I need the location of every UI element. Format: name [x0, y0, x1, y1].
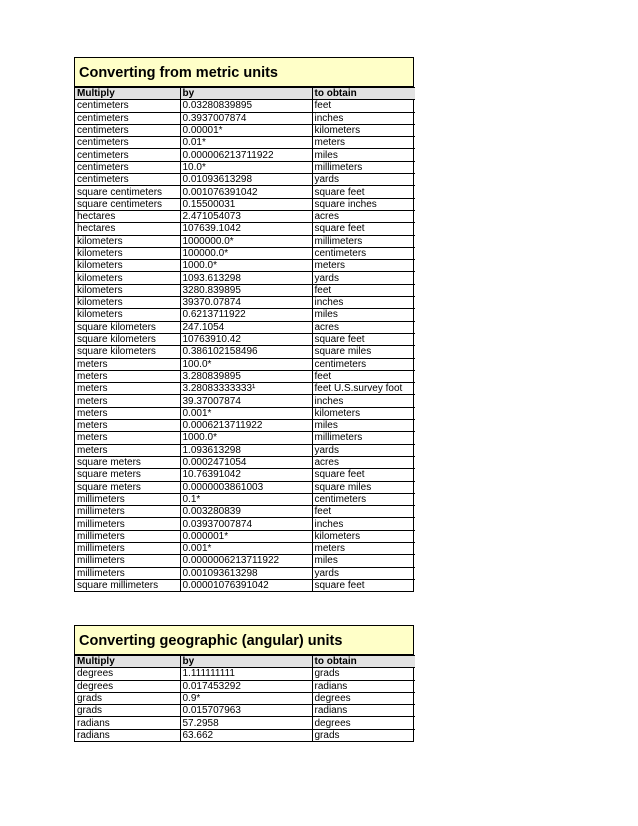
cell-to-obtain: degrees: [312, 717, 415, 729]
table-row: [75, 235, 415, 247]
table-row: [75, 692, 415, 704]
cell-multiply: radians: [75, 729, 180, 741]
cell-to-obtain: miles: [312, 149, 415, 161]
table-row: [75, 506, 415, 518]
cell-to-obtain: millimeters: [312, 161, 415, 173]
cell-multiply: meters: [75, 407, 180, 419]
cell-to-obtain: inches: [312, 518, 415, 530]
cell-to-obtain: radians: [312, 705, 415, 717]
table-row: [75, 383, 415, 395]
cell-to-obtain: radians: [312, 680, 415, 692]
cell-to-obtain: kilometers: [312, 530, 415, 542]
cell-to-obtain: acres: [312, 321, 415, 333]
cell-by: 0.003280839: [180, 506, 312, 518]
table-row: [75, 420, 415, 432]
table-row: [75, 717, 415, 729]
cell-multiply: square kilometers: [75, 346, 180, 358]
cell-by: 0.1*: [180, 493, 312, 505]
cell-to-obtain: square inches: [312, 198, 415, 210]
header-to-obtain: to obtain: [312, 88, 415, 100]
cell-by: 0.386102158496: [180, 346, 312, 358]
cell-multiply: millimeters: [75, 542, 180, 554]
cell-multiply: centimeters: [75, 124, 180, 136]
cell-by: 1.111111111: [180, 668, 312, 680]
cell-multiply: millimeters: [75, 555, 180, 567]
table-row: [75, 161, 415, 173]
cell-multiply: meters: [75, 420, 180, 432]
cell-to-obtain: centimeters: [312, 247, 415, 259]
cell-to-obtain: millimeters: [312, 432, 415, 444]
cell-by: 0.0000006213711922: [180, 555, 312, 567]
cell-to-obtain: yards: [312, 444, 415, 456]
table-row: [75, 530, 415, 542]
table-row: [75, 407, 415, 419]
cell-to-obtain: grads: [312, 668, 415, 680]
cell-multiply: square meters: [75, 469, 180, 481]
cell-by: 10.76391042: [180, 469, 312, 481]
cell-to-obtain: feet: [312, 370, 415, 382]
cell-to-obtain: square miles: [312, 481, 415, 493]
cell-by: 0.001*: [180, 542, 312, 554]
cell-to-obtain: feet: [312, 506, 415, 518]
cell-by: 0.9*: [180, 692, 312, 704]
table-row: [75, 112, 415, 124]
cell-by: 100.0*: [180, 358, 312, 370]
cell-to-obtain: feet: [312, 284, 415, 296]
cell-by: 0.0006213711922: [180, 420, 312, 432]
cell-to-obtain: millimeters: [312, 235, 415, 247]
table-row: [75, 124, 415, 136]
table-row: [75, 198, 415, 210]
cell-multiply: square kilometers: [75, 333, 180, 345]
table-row: [75, 567, 415, 579]
cell-to-obtain: square feet: [312, 223, 415, 235]
angular-units-table-block: [74, 625, 414, 742]
table-row: [75, 444, 415, 456]
cell-by: 0.01093613298: [180, 174, 312, 186]
cell-by: 107639.1042: [180, 223, 312, 235]
cell-multiply: hectares: [75, 210, 180, 222]
cell-by: 0.017453292: [180, 680, 312, 692]
cell-to-obtain: miles: [312, 420, 415, 432]
cell-multiply: square centimeters: [75, 198, 180, 210]
cell-by: 0.015707963: [180, 705, 312, 717]
table-row: [75, 346, 415, 358]
table-row: [75, 705, 415, 717]
table-row: [75, 272, 415, 284]
cell-by: 100000.0*: [180, 247, 312, 259]
cell-by: 1.093613298: [180, 444, 312, 456]
cell-by: 0.15500031: [180, 198, 312, 210]
angular-units-rows: [75, 668, 415, 741]
cell-multiply: radians: [75, 717, 180, 729]
cell-to-obtain: square feet: [312, 579, 415, 591]
cell-by: 1000000.0*: [180, 235, 312, 247]
cell-by: 1000.0*: [180, 432, 312, 444]
angular-units-title: Converting geographic (angular) units: [75, 626, 413, 655]
table-row: [75, 210, 415, 222]
cell-to-obtain: feet: [312, 100, 415, 112]
table-row: [75, 149, 415, 161]
cell-to-obtain: centimeters: [312, 358, 415, 370]
cell-to-obtain: acres: [312, 456, 415, 468]
table-row: [75, 493, 415, 505]
cell-by: 0.3937007874: [180, 112, 312, 124]
cell-multiply: centimeters: [75, 161, 180, 173]
table-header-row: [75, 88, 415, 100]
cell-multiply: kilometers: [75, 272, 180, 284]
table-row: [75, 395, 415, 407]
cell-by: 3.280839895: [180, 370, 312, 382]
cell-by: 0.001*: [180, 407, 312, 419]
cell-to-obtain: yards: [312, 567, 415, 579]
cell-multiply: square centimeters: [75, 186, 180, 198]
cell-multiply: meters: [75, 432, 180, 444]
table-row: [75, 174, 415, 186]
header-to-obtain: to obtain: [312, 656, 415, 668]
table-row: [75, 309, 415, 321]
cell-multiply: meters: [75, 370, 180, 382]
cell-by: 0.00001*: [180, 124, 312, 136]
metric-units-title: Converting from metric units: [75, 58, 413, 87]
cell-to-obtain: square feet: [312, 469, 415, 481]
table-row: [75, 680, 415, 692]
table-row: [75, 333, 415, 345]
table-row: [75, 555, 415, 567]
table-row: [75, 469, 415, 481]
cell-by: 1093.613298: [180, 272, 312, 284]
cell-to-obtain: miles: [312, 309, 415, 321]
table-row: [75, 518, 415, 530]
cell-by: 0.000006213711922: [180, 149, 312, 161]
table-row: [75, 260, 415, 272]
cell-to-obtain: inches: [312, 112, 415, 124]
metric-units-table-block: [74, 57, 414, 592]
cell-to-obtain: inches: [312, 297, 415, 309]
cell-to-obtain: yards: [312, 272, 415, 284]
cell-to-obtain: inches: [312, 395, 415, 407]
cell-to-obtain: grads: [312, 729, 415, 741]
cell-multiply: square meters: [75, 456, 180, 468]
cell-multiply: square kilometers: [75, 321, 180, 333]
cell-to-obtain: centimeters: [312, 493, 415, 505]
cell-by: 3280.839895: [180, 284, 312, 296]
cell-multiply: centimeters: [75, 112, 180, 124]
cell-to-obtain: degrees: [312, 692, 415, 704]
cell-by: 247.1054: [180, 321, 312, 333]
cell-by: 0.03937007874: [180, 518, 312, 530]
cell-by: 39.37007874: [180, 395, 312, 407]
cell-by: 0.0000003861003: [180, 481, 312, 493]
cell-by: 63.662: [180, 729, 312, 741]
cell-multiply: hectares: [75, 223, 180, 235]
cell-multiply: kilometers: [75, 297, 180, 309]
cell-multiply: meters: [75, 444, 180, 456]
cell-multiply: meters: [75, 395, 180, 407]
cell-to-obtain: yards: [312, 174, 415, 186]
table-row: [75, 668, 415, 680]
table-row: [75, 358, 415, 370]
cell-by: 39370.07874: [180, 297, 312, 309]
cell-by: 0.000001*: [180, 530, 312, 542]
table-row: [75, 481, 415, 493]
cell-multiply: millimeters: [75, 518, 180, 530]
cell-multiply: grads: [75, 705, 180, 717]
cell-by: 0.00001076391042: [180, 579, 312, 591]
table-row: [75, 223, 415, 235]
cell-to-obtain: kilometers: [312, 407, 415, 419]
cell-by: 0.03280839895: [180, 100, 312, 112]
table-row: [75, 137, 415, 149]
table-row: [75, 729, 415, 741]
cell-multiply: millimeters: [75, 493, 180, 505]
table-row: [75, 321, 415, 333]
cell-to-obtain: acres: [312, 210, 415, 222]
cell-by: 10763910.42: [180, 333, 312, 345]
cell-multiply: grads: [75, 692, 180, 704]
table-row: [75, 100, 415, 112]
cell-by: 0.01*: [180, 137, 312, 149]
metric-units-table: [75, 87, 415, 591]
cell-multiply: degrees: [75, 680, 180, 692]
cell-to-obtain: square feet: [312, 186, 415, 198]
table-header-row: [75, 656, 415, 668]
cell-by: 0.6213711922: [180, 309, 312, 321]
cell-multiply: square millimeters: [75, 579, 180, 591]
header-multiply: Multiply: [75, 88, 180, 100]
cell-multiply: kilometers: [75, 235, 180, 247]
table-row: [75, 456, 415, 468]
cell-to-obtain: square miles: [312, 346, 415, 358]
cell-multiply: millimeters: [75, 567, 180, 579]
angular-units-table: [75, 655, 415, 741]
cell-multiply: millimeters: [75, 506, 180, 518]
cell-multiply: centimeters: [75, 174, 180, 186]
table-row: [75, 432, 415, 444]
table-row: [75, 579, 415, 591]
cell-to-obtain: feet U.S.survey foot: [312, 383, 415, 395]
cell-by: 3.28083333333¹: [180, 383, 312, 395]
cell-multiply: degrees: [75, 668, 180, 680]
cell-to-obtain: kilometers: [312, 124, 415, 136]
cell-multiply: meters: [75, 358, 180, 370]
table-row: [75, 247, 415, 259]
table-row: [75, 284, 415, 296]
table-row: [75, 370, 415, 382]
header-multiply: Multiply: [75, 656, 180, 668]
header-by: by: [180, 656, 312, 668]
cell-multiply: kilometers: [75, 260, 180, 272]
cell-multiply: meters: [75, 383, 180, 395]
cell-multiply: square meters: [75, 481, 180, 493]
cell-multiply: millimeters: [75, 530, 180, 542]
cell-to-obtain: miles: [312, 555, 415, 567]
cell-to-obtain: meters: [312, 137, 415, 149]
cell-multiply: centimeters: [75, 137, 180, 149]
cell-by: 0.001076391042: [180, 186, 312, 198]
header-by: by: [180, 88, 312, 100]
cell-multiply: kilometers: [75, 247, 180, 259]
table-row: [75, 186, 415, 198]
cell-multiply: centimeters: [75, 149, 180, 161]
cell-multiply: kilometers: [75, 284, 180, 296]
cell-to-obtain: square feet: [312, 333, 415, 345]
cell-to-obtain: meters: [312, 542, 415, 554]
cell-by: 57.2958: [180, 717, 312, 729]
cell-by: 2.471054073: [180, 210, 312, 222]
cell-by: 0.0002471054: [180, 456, 312, 468]
cell-by: 0.001093613298: [180, 567, 312, 579]
cell-multiply: kilometers: [75, 309, 180, 321]
cell-multiply: centimeters: [75, 100, 180, 112]
metric-units-rows: [75, 100, 415, 591]
table-row: [75, 297, 415, 309]
cell-by: 1000.0*: [180, 260, 312, 272]
cell-by: 10.0*: [180, 161, 312, 173]
table-row: [75, 542, 415, 554]
cell-to-obtain: meters: [312, 260, 415, 272]
